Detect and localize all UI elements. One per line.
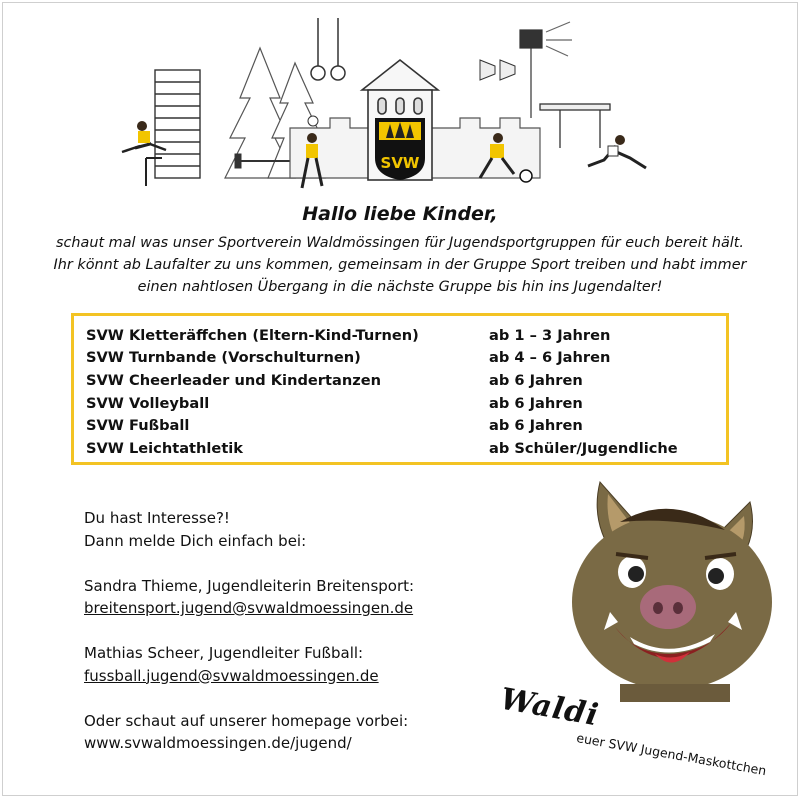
group-name: SVW Fußball xyxy=(86,417,190,435)
group-name: SVW Volleyball xyxy=(86,394,210,412)
group-age: ab 6 Jahren xyxy=(489,394,583,412)
email-link-fussball[interactable]: fussball.jugend@svwaldmoessingen.de xyxy=(84,666,379,685)
intro-line: Ihr könnt ab Laufalter zu uns kommen, gemeinsam in der Gruppe Sport treiben und habt immer xyxy=(53,257,747,273)
svw-logo-icon xyxy=(375,118,425,180)
sports-illustration xyxy=(100,18,700,198)
group-row xyxy=(86,437,726,460)
group-name: SVW Turnbande (Vorschulturnen) xyxy=(86,349,361,367)
sprinter-icon xyxy=(588,135,646,168)
group-name: SVW Leichtathletik xyxy=(86,439,243,457)
contact-section xyxy=(84,507,504,755)
intro-line: einen nahtlosen Übergang in die nächste Gruppe bis hin ins Jugendalter! xyxy=(137,279,663,295)
sport-groups-box xyxy=(71,313,729,465)
climbing-frame-icon xyxy=(155,70,200,178)
group-age: ab 4 – 6 Jahren xyxy=(489,349,611,367)
logo-text: SVW xyxy=(380,154,420,172)
group-age: ab 1 – 3 Jahren xyxy=(489,326,611,344)
boar-mascot-icon xyxy=(560,462,785,702)
email-link-breitensport[interactable]: breitensport.jugend@svwaldmoessingen.de xyxy=(84,599,414,617)
interest-line: Du hast Interesse?! xyxy=(84,509,230,527)
group-age: ab 6 Jahren xyxy=(489,417,583,435)
gym-rings-icon xyxy=(311,18,345,80)
bench-icon xyxy=(540,104,610,148)
group-age: ab Schüler/Jugendliche xyxy=(489,439,678,457)
contact-person-fussball: Mathias Scheer, Jugendleiter Fußball: xyxy=(84,644,364,662)
homepage-text: Oder schaut auf unserer homepage vorbei: xyxy=(84,711,409,730)
group-row xyxy=(86,347,726,370)
greeting-heading: Hallo liebe Kinder, xyxy=(302,203,498,225)
intro-text xyxy=(0,232,800,298)
contact-person-breitensport: Sandra Thieme, Jugendleiterin Breitensport: xyxy=(84,576,415,595)
mascot-caption: euer SVW Jugend-Maskottchen xyxy=(575,730,768,779)
homepage-url: www.svwaldmoessingen.de/jugend/ xyxy=(84,734,352,752)
group-age: ab 6 Jahren xyxy=(489,371,583,389)
group-name: SVW Kletteräffchen (Eltern-Kind-Turnen) xyxy=(86,326,419,344)
group-row xyxy=(86,324,726,347)
loudspeaker-icon xyxy=(480,60,515,80)
intro-line: schaut mal was unser Sportverein Waldmössingen für Jugendsportgruppen für euch bereit hält. xyxy=(56,235,744,251)
mascot-signature: Waldi xyxy=(497,681,602,734)
group-row xyxy=(86,414,726,437)
group-name: SVW Cheerleader und Kindertanzen xyxy=(86,371,381,389)
group-row xyxy=(86,392,726,415)
group-row xyxy=(86,369,726,392)
signup-line: Dann melde Dich einfach bei: xyxy=(84,531,307,550)
